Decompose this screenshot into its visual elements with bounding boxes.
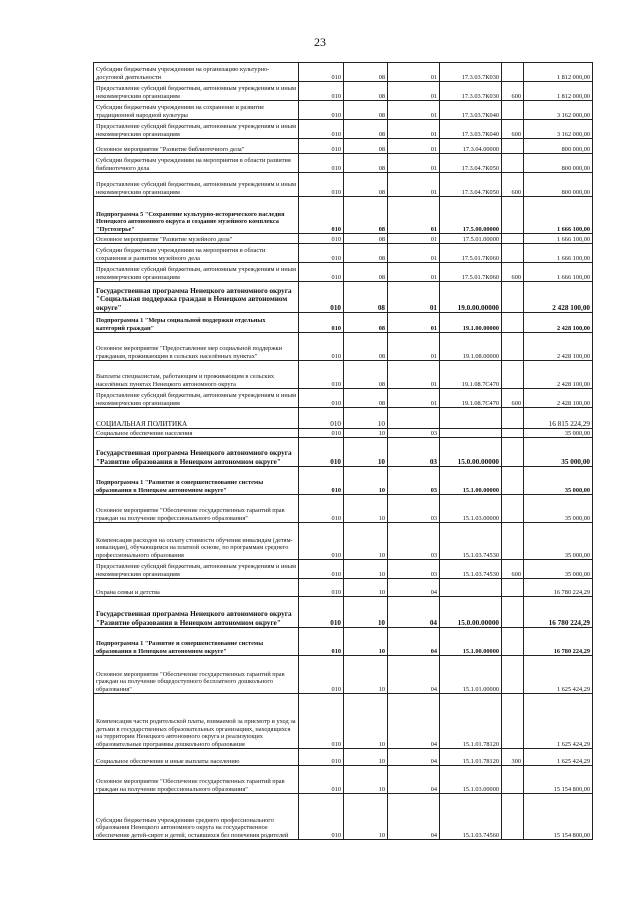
row-amount-cell: 1 812 000,00 [524, 82, 593, 101]
table-row [94, 438, 593, 467]
row-name-cell: Государственная программа Ненецкого автономного округа "Развитие образования в Ненецком автономном округе" [94, 597, 299, 628]
row-expense-type-cell [502, 495, 524, 523]
row-grbs-cell: 010 [299, 139, 344, 154]
row-expense-type-cell [502, 333, 524, 361]
table-row [94, 467, 593, 495]
row-target-article-cell: 15.1.03.74560 [440, 794, 502, 840]
row-grbs-cell: 010 [299, 467, 344, 495]
row-section-cell: 08 [344, 282, 388, 313]
page-number: 23 [314, 35, 326, 49]
row-grbs-cell: 010 [299, 579, 344, 597]
row-expense-type-cell [502, 766, 524, 794]
row-amount-cell: 2 428 100,00 [524, 389, 593, 408]
row-amount-cell: 35 000,00 [524, 495, 593, 523]
row-section-cell: 10 [344, 656, 388, 694]
row-subsection-cell: 01 [388, 333, 440, 361]
row-section-cell: 10 [344, 438, 388, 467]
row-section-cell: 10 [344, 429, 388, 438]
row-subsection-cell: 03 [388, 438, 440, 467]
row-subsection-cell: 04 [388, 597, 440, 628]
row-name-cell: Выплаты специалистам, работающим и проживающим в сельских населённых пунктах Ненецкого автономного округа [94, 361, 299, 389]
row-grbs-cell: 010 [299, 794, 344, 840]
row-amount-cell: 1 666 100,00 [524, 244, 593, 263]
table-row [94, 63, 593, 82]
row-subsection-cell: 04 [388, 656, 440, 694]
table-row [94, 495, 593, 523]
row-grbs-cell: 010 [299, 82, 344, 101]
row-target-article-cell: 15.1.00.00000 [440, 467, 502, 495]
row-name-cell: Государственная программа Ненецкого автономного округа "Развитие образования в Ненецком автономном округе" [94, 438, 299, 467]
row-expense-type-cell [502, 694, 524, 749]
row-target-article-cell [440, 579, 502, 597]
row-subsection-cell: 01 [388, 361, 440, 389]
row-amount-cell: 3 162 000,00 [524, 120, 593, 139]
row-expense-type-cell: 600 [502, 389, 524, 408]
row-section-cell: 08 [344, 197, 388, 234]
row-target-article-cell: 17.3.04.00000 [440, 139, 502, 154]
table-row [94, 154, 593, 173]
row-name-cell: Государственная программа Ненецкого автономного округа "Социальная поддержка граждан в Ненецком автономном округе" [94, 282, 299, 313]
row-expense-type-cell [502, 139, 524, 154]
row-expense-type-cell: 300 [502, 749, 524, 766]
row-name-cell: Компенсация расходов на оплату стоимости обучения инвалидам (детям-инвалидам), обучающимся на платной основе, по программам среднего профессионального образования [94, 523, 299, 560]
row-name-cell: Социальное обеспечение населения [94, 429, 299, 438]
row-expense-type-cell: 600 [502, 82, 524, 101]
row-target-article-cell: 17.5.01.7К060 [440, 263, 502, 282]
row-section-cell: 08 [344, 244, 388, 263]
table-row [94, 597, 593, 628]
table-row [94, 173, 593, 197]
budget-table [93, 62, 593, 840]
row-name-cell: Компенсация части родительской платы, взимаемой за присмотр и уход за детьми в государственных образовательных организациях, находящихся на территории Ненецкого автономного округа и реализующих образовательные программы дошкольного образования [94, 694, 299, 749]
row-grbs-cell: 010 [299, 154, 344, 173]
row-target-article-cell: 19.1.00.00000 [440, 313, 502, 333]
row-amount-cell: 1 666 100,00 [524, 197, 593, 234]
row-target-article-cell: 17.3.04.7К050 [440, 173, 502, 197]
row-grbs-cell: 010 [299, 597, 344, 628]
row-section-cell: 08 [344, 139, 388, 154]
row-grbs-cell: 010 [299, 120, 344, 139]
row-target-article-cell: 15.1.03.00000 [440, 766, 502, 794]
row-subsection-cell: 01 [388, 82, 440, 101]
row-amount-cell: 16 815 224,29 [524, 408, 593, 429]
row-grbs-cell: 010 [299, 333, 344, 361]
row-amount-cell: 2 428 100,00 [524, 333, 593, 361]
row-grbs-cell: 010 [299, 282, 344, 313]
row-section-cell: 08 [344, 333, 388, 361]
row-subsection-cell: 03 [388, 429, 440, 438]
row-subsection-cell: 01 [388, 154, 440, 173]
row-grbs-cell: 010 [299, 408, 344, 429]
table-row [94, 766, 593, 794]
row-section-cell: 08 [344, 263, 388, 282]
row-expense-type-cell [502, 429, 524, 438]
table-row [94, 101, 593, 120]
row-grbs-cell: 010 [299, 361, 344, 389]
row-name-cell: Предоставление субсидий бюджетным, автономным учреждениям и иным некоммерческим организациям [94, 120, 299, 139]
row-subsection-cell: 03 [388, 467, 440, 495]
row-section-cell: 10 [344, 766, 388, 794]
table-row [94, 579, 593, 597]
table-row [94, 523, 593, 560]
row-expense-type-cell [502, 794, 524, 840]
row-subsection-cell: 01 [388, 197, 440, 234]
row-expense-type-cell [502, 282, 524, 313]
row-target-article-cell: 19.1.08.00000 [440, 333, 502, 361]
row-subsection-cell: 01 [388, 101, 440, 120]
row-subsection-cell: 03 [388, 495, 440, 523]
row-grbs-cell: 010 [299, 101, 344, 120]
row-section-cell: 08 [344, 154, 388, 173]
row-expense-type-cell [502, 628, 524, 656]
row-amount-cell: 16 780 224,29 [524, 597, 593, 628]
row-amount-cell: 2 428 100,00 [524, 313, 593, 333]
row-subsection-cell: 04 [388, 579, 440, 597]
table-row [94, 263, 593, 282]
table-row [94, 333, 593, 361]
row-amount-cell: 1 625 424,29 [524, 749, 593, 766]
row-target-article-cell: 15.1.03.00000 [440, 495, 502, 523]
row-subsection-cell: 01 [388, 263, 440, 282]
table-row [94, 429, 593, 438]
row-amount-cell: 800 000,00 [524, 154, 593, 173]
row-amount-cell: 2 428 100,00 [524, 282, 593, 313]
row-grbs-cell: 010 [299, 628, 344, 656]
row-name-cell: Социальное обеспечение и иные выплаты населению [94, 749, 299, 766]
row-expense-type-cell [502, 154, 524, 173]
row-subsection-cell: 01 [388, 120, 440, 139]
row-section-cell: 08 [344, 234, 388, 244]
row-name-cell: Основное мероприятие "Обеспечение государственных гарантий прав граждан на получение профессионального образования" [94, 495, 299, 523]
row-target-article-cell: 15.1.01.78120 [440, 694, 502, 749]
table-row [94, 361, 593, 389]
row-name-cell: Основное мероприятие "Развитие библиотечного дела" [94, 139, 299, 154]
row-section-cell: 10 [344, 694, 388, 749]
row-section-cell: 10 [344, 560, 388, 579]
row-target-article-cell: 15.1.00.00000 [440, 628, 502, 656]
row-name-cell: Субсидии бюджетным учреждениям на мероприятия в области развития библиотечного дела [94, 154, 299, 173]
row-expense-type-cell [502, 234, 524, 244]
row-subsection-cell: 01 [388, 282, 440, 313]
row-expense-type-cell [502, 197, 524, 234]
row-section-cell: 10 [344, 523, 388, 560]
budget-table-body [94, 63, 593, 840]
row-section-cell: 08 [344, 101, 388, 120]
table-row [94, 313, 593, 333]
row-subsection-cell [388, 408, 440, 429]
row-grbs-cell: 010 [299, 63, 344, 82]
table-row [94, 139, 593, 154]
row-expense-type-cell [502, 597, 524, 628]
row-subsection-cell: 01 [388, 313, 440, 333]
row-name-cell: Подпрограмма 1 "Развитие и совершенствование системы образования в Ненецком автономном округе" [94, 467, 299, 495]
row-amount-cell: 35 000,00 [524, 523, 593, 560]
table-row [94, 628, 593, 656]
row-section-cell: 08 [344, 361, 388, 389]
row-expense-type-cell [502, 656, 524, 694]
row-grbs-cell: 010 [299, 313, 344, 333]
table-row [94, 749, 593, 766]
row-expense-type-cell [502, 101, 524, 120]
row-grbs-cell: 010 [299, 438, 344, 467]
row-grbs-cell: 010 [299, 766, 344, 794]
table-row [94, 560, 593, 579]
row-target-article-cell [440, 429, 502, 438]
row-target-article-cell: 15.1.03.74530 [440, 560, 502, 579]
row-section-cell: 10 [344, 794, 388, 840]
table-row [94, 389, 593, 408]
row-amount-cell: 1 625 424,29 [524, 656, 593, 694]
row-expense-type-cell [502, 523, 524, 560]
row-name-cell: Основное мероприятие "Обеспечение государственных гарантий прав граждан на получение общедоступного бесплатного дошкольного образования" [94, 656, 299, 694]
row-section-cell: 08 [344, 82, 388, 101]
row-target-article-cell: 17.5.01.7К060 [440, 244, 502, 263]
row-amount-cell: 35 000,00 [524, 438, 593, 467]
row-target-article-cell: 17.5.01.00000 [440, 234, 502, 244]
row-target-article-cell: 17.3.03.7К030 [440, 63, 502, 82]
row-expense-type-cell: 600 [502, 120, 524, 139]
row-target-article-cell: 19.1.08.7С470 [440, 361, 502, 389]
row-name-cell: Субсидии бюджетным учреждениям среднего профессионального образования Ненецкого автономного округа на государственное обеспечение детей-сирот и детей, оставшихся без попечения родителей [94, 794, 299, 840]
row-amount-cell: 3 162 000,00 [524, 101, 593, 120]
row-subsection-cell: 04 [388, 628, 440, 656]
row-name-cell: Подпрограмма 5 "Сохранение культурно-исторического наследия Ненецкого автономного округа и создание музейного комплекса "Пустозерье" [94, 197, 299, 234]
row-subsection-cell: 01 [388, 389, 440, 408]
row-name-cell: Предоставление субсидий бюджетным, автономным учреждениям и иным некоммерческим организациям [94, 173, 299, 197]
row-target-article-cell [440, 408, 502, 429]
row-amount-cell: 15 154 800,00 [524, 766, 593, 794]
row-subsection-cell: 01 [388, 63, 440, 82]
table-row [94, 656, 593, 694]
row-target-article-cell: 19.0.00.00000 [440, 282, 502, 313]
row-target-article-cell: 15.1.01.00000 [440, 656, 502, 694]
row-expense-type-cell [502, 438, 524, 467]
row-target-article-cell: 17.3.03.7К040 [440, 101, 502, 120]
row-name-cell: Предоставление субсидий бюджетным, автономным учреждениям и иным некоммерческим организациям [94, 82, 299, 101]
row-subsection-cell: 01 [388, 173, 440, 197]
row-name-cell: Субсидии бюджетным учреждениям на мероприятия в области сохранения и развития музейного дела [94, 244, 299, 263]
row-name-cell: Субсидии бюджетным учреждениям на сохранение и развитие традиционной народной культуры [94, 101, 299, 120]
table-row [94, 794, 593, 840]
row-subsection-cell: 04 [388, 749, 440, 766]
row-amount-cell: 1 625 424,29 [524, 694, 593, 749]
row-name-cell: Подпрограмма 1 "Развитие и совершенствование системы образования в Ненецком автономном округе" [94, 628, 299, 656]
row-section-cell: 08 [344, 389, 388, 408]
table-row [94, 82, 593, 101]
row-amount-cell: 16 780 224,29 [524, 579, 593, 597]
row-subsection-cell: 01 [388, 234, 440, 244]
row-grbs-cell: 010 [299, 495, 344, 523]
row-section-cell: 08 [344, 313, 388, 333]
row-grbs-cell: 010 [299, 197, 344, 234]
row-subsection-cell: 04 [388, 694, 440, 749]
row-section-cell: 10 [344, 495, 388, 523]
row-grbs-cell: 010 [299, 263, 344, 282]
row-amount-cell: 35 000,00 [524, 560, 593, 579]
table-row [94, 120, 593, 139]
row-target-article-cell: 15.0.00.00000 [440, 597, 502, 628]
row-target-article-cell: 17.3.03.7К030 [440, 82, 502, 101]
row-amount-cell: 35 000,00 [524, 467, 593, 495]
table-row [94, 282, 593, 313]
row-expense-type-cell [502, 361, 524, 389]
row-subsection-cell: 01 [388, 139, 440, 154]
row-target-article-cell: 17.3.04.7К050 [440, 154, 502, 173]
row-section-cell: 10 [344, 597, 388, 628]
row-name-cell: Основное мероприятие "Предоставление мер социальной поддержки гражданам, проживающим в сельских населённых пунктах" [94, 333, 299, 361]
row-amount-cell: 1 666 100,00 [524, 234, 593, 244]
row-expense-type-cell [502, 244, 524, 263]
table-row [94, 234, 593, 244]
row-section-cell: 08 [344, 120, 388, 139]
row-subsection-cell: 01 [388, 244, 440, 263]
row-expense-type-cell: 600 [502, 173, 524, 197]
row-grbs-cell: 010 [299, 389, 344, 408]
row-grbs-cell: 010 [299, 560, 344, 579]
row-section-cell: 08 [344, 173, 388, 197]
row-expense-type-cell [502, 408, 524, 429]
row-expense-type-cell [502, 63, 524, 82]
row-grbs-cell: 010 [299, 749, 344, 766]
row-target-article-cell: 15.0.00.00000 [440, 438, 502, 467]
row-expense-type-cell: 600 [502, 263, 524, 282]
row-name-cell: СОЦИАЛЬНАЯ ПОЛИТИКА [94, 408, 299, 429]
row-name-cell: Подпрограмма 1 "Меры социальной поддержки отдельных категорий граждан" [94, 313, 299, 333]
row-name-cell: Субсидии бюджетным учреждениям на организацию культурно-досуговой деятельности [94, 63, 299, 82]
row-amount-cell: 800 000,00 [524, 139, 593, 154]
row-grbs-cell: 010 [299, 244, 344, 263]
row-section-cell: 10 [344, 408, 388, 429]
row-section-cell: 10 [344, 467, 388, 495]
row-name-cell: Охрана семьи и детства [94, 579, 299, 597]
row-grbs-cell: 010 [299, 234, 344, 244]
row-amount-cell: 16 780 224,29 [524, 628, 593, 656]
row-target-article-cell: 15.1.03.74530 [440, 523, 502, 560]
row-grbs-cell: 010 [299, 656, 344, 694]
row-grbs-cell: 010 [299, 523, 344, 560]
row-name-cell: Предоставление субсидий бюджетным, автономным учреждениям и иным некоммерческим организациям [94, 560, 299, 579]
row-amount-cell: 15 154 800,00 [524, 794, 593, 840]
row-amount-cell: 2 428 100,00 [524, 361, 593, 389]
row-grbs-cell: 010 [299, 429, 344, 438]
row-name-cell: Предоставление субсидий бюджетным, автономным учреждениям и иным некоммерческим организациям [94, 389, 299, 408]
row-target-article-cell: 19.1.08.7С470 [440, 389, 502, 408]
row-name-cell: Основное мероприятие "Развитие музейного дела" [94, 234, 299, 244]
row-target-article-cell: 17.5.00.00000 [440, 197, 502, 234]
row-subsection-cell: 04 [388, 766, 440, 794]
row-expense-type-cell [502, 313, 524, 333]
table-row [94, 244, 593, 263]
row-section-cell: 08 [344, 63, 388, 82]
table-row [94, 197, 593, 234]
row-amount-cell: 800 000,00 [524, 173, 593, 197]
row-name-cell: Предоставление субсидий бюджетным, автономным учреждениям и иным некоммерческим организациям [94, 263, 299, 282]
row-expense-type-cell [502, 579, 524, 597]
row-subsection-cell: 03 [388, 523, 440, 560]
row-target-article-cell: 17.3.03.7К040 [440, 120, 502, 139]
row-amount-cell: 1 812 000,00 [524, 63, 593, 82]
row-subsection-cell: 03 [388, 560, 440, 579]
row-section-cell: 10 [344, 749, 388, 766]
row-expense-type-cell [502, 467, 524, 495]
row-section-cell: 10 [344, 628, 388, 656]
row-subsection-cell: 04 [388, 794, 440, 840]
row-expense-type-cell: 600 [502, 560, 524, 579]
row-grbs-cell: 010 [299, 173, 344, 197]
row-target-article-cell: 15.1.01.78120 [440, 749, 502, 766]
table-row [94, 694, 593, 749]
row-name-cell: Основное мероприятие "Обеспечение государственных гарантий прав граждан на получение профессионального образования" [94, 766, 299, 794]
table-row [94, 408, 593, 429]
row-section-cell: 10 [344, 579, 388, 597]
row-grbs-cell: 010 [299, 694, 344, 749]
row-amount-cell: 35 000,00 [524, 429, 593, 438]
row-amount-cell: 1 666 100,00 [524, 263, 593, 282]
